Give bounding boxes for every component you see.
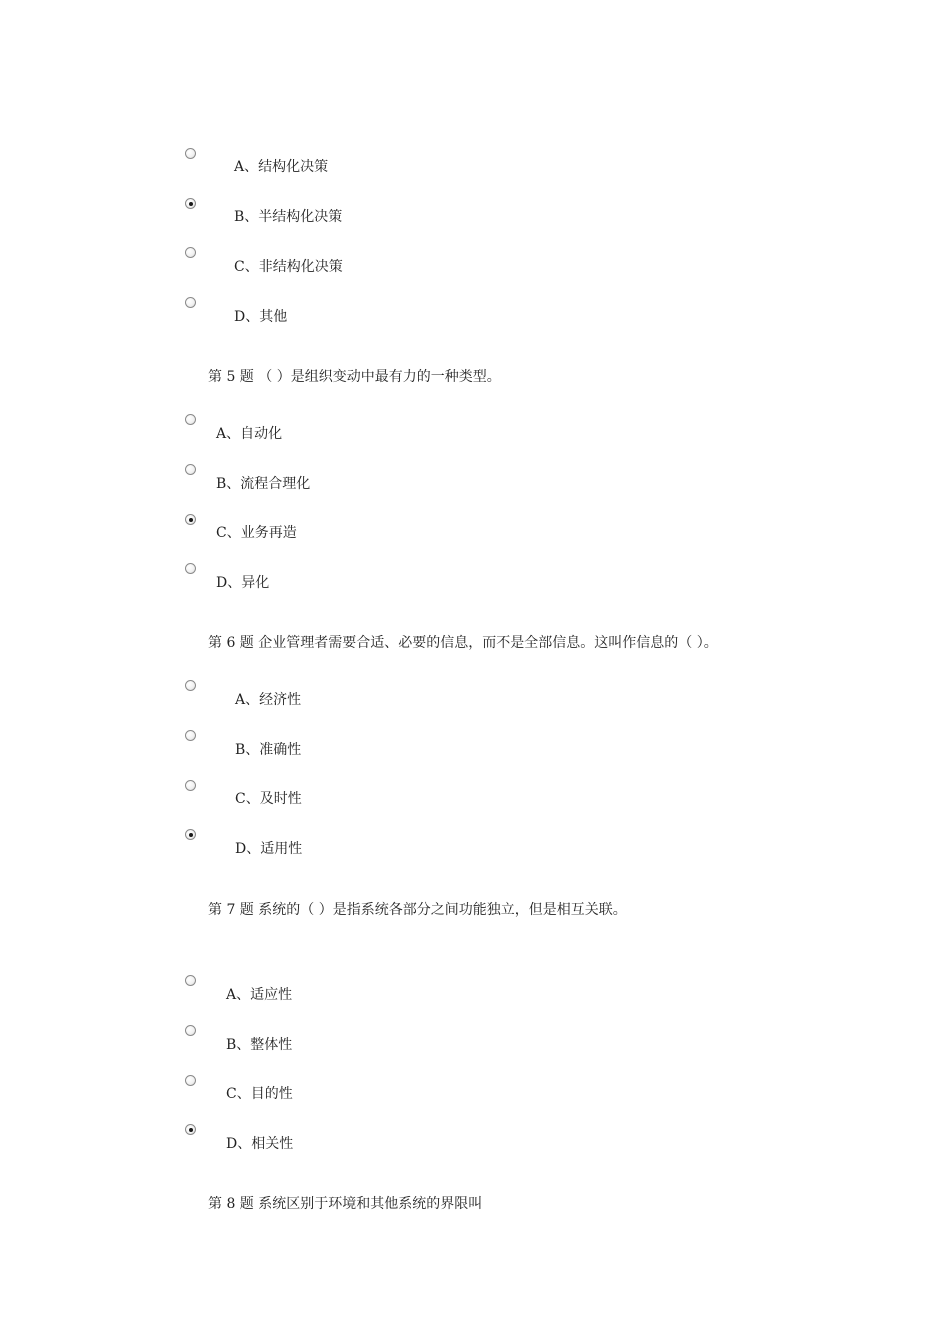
q7-option-c-label: C、目的性 [226,1086,293,1102]
q6-option-a-radio[interactable] [185,680,196,691]
q8-title: 第 8 题 系统区别于环境和其他系统的界限叫 [208,1196,483,1212]
q6-option-d-radio[interactable] [185,829,196,840]
q6-option-a-label: A、经济性 [235,692,302,708]
q7-option-a-radio[interactable] [185,975,196,986]
q6-option-c-radio[interactable] [185,780,196,791]
q5-option-d-radio[interactable] [185,563,196,574]
q7-option-b-radio[interactable] [185,1025,196,1036]
q7-option-b-label: B、整体性 [226,1037,293,1053]
q4-option-b-label: B、半结构化决策 [234,209,343,225]
q4-option-d-radio[interactable] [185,297,196,308]
q4-option-c-label: C、非结构化决策 [234,259,343,275]
q4-option-c-radio[interactable] [185,247,196,258]
q4-option-a-radio[interactable] [185,148,196,159]
q7-option-d-radio[interactable] [185,1124,196,1135]
q4-option-b-radio[interactable] [185,198,196,209]
q6-title: 第 6 题 企业管理者需要合适、必要的信息，而不是全部信息。这叫作信息的（ ）。 [208,635,718,651]
q6-option-b-label: B、准确性 [235,742,302,758]
q5-option-c-label: C、业务再造 [216,525,297,541]
q5-option-b-label: B、流程合理化 [216,476,311,492]
q6-option-b-radio[interactable] [185,730,196,741]
q5-option-a-radio[interactable] [185,414,196,425]
q5-option-b-radio[interactable] [185,464,196,475]
q5-option-a-label: A、自动化 [216,426,283,442]
q4-option-d-label: D、其他 [234,309,288,325]
q7-option-d-label: D、相关性 [226,1136,294,1152]
q4-option-a-label: A、结构化决策 [234,159,329,175]
q6-option-d-label: D、适用性 [235,841,303,857]
q5-option-c-radio[interactable] [185,514,196,525]
q7-option-c-radio[interactable] [185,1075,196,1086]
q7-title: 第 7 题 系统的（ ）是指系统各部分之间功能独立，但是相互关联。 [208,902,627,918]
q6-option-c-label: C、及时性 [235,791,302,807]
q5-option-d-label: D、异化 [216,575,270,591]
q7-option-a-label: A、适应性 [226,987,293,1003]
q5-title: 第 5 题 （ ）是组织变动中最有力的一种类型。 [208,369,501,385]
